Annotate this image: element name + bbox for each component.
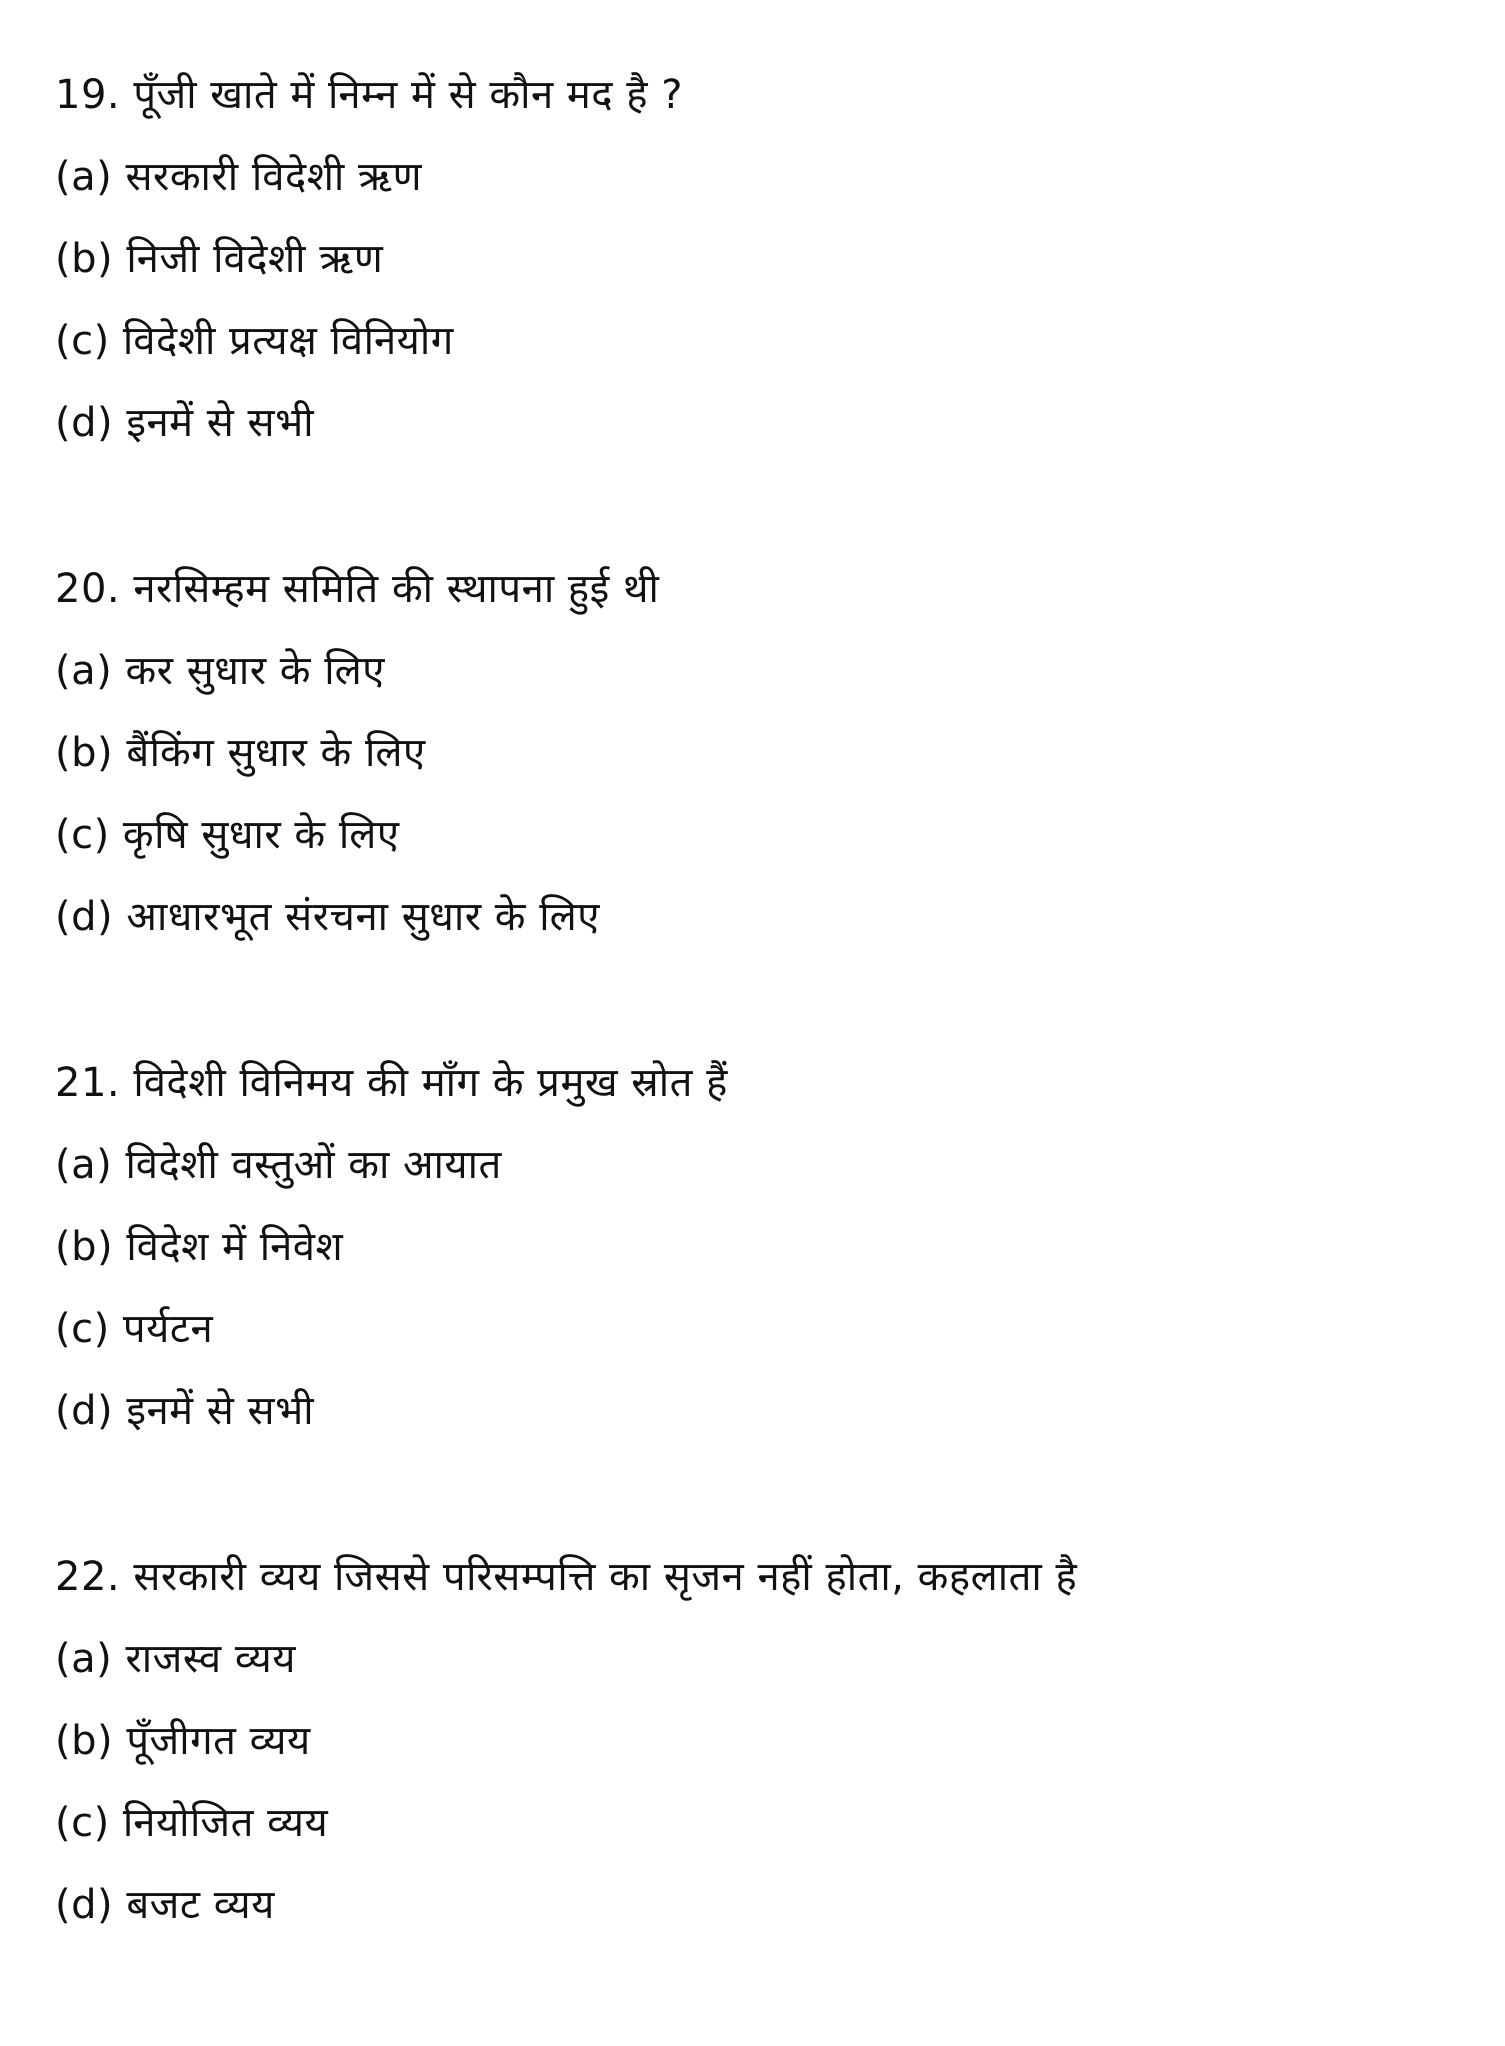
option-a: (a) सरकारी विदेशी ऋण	[55, 154, 423, 200]
question-21	[55, 1058, 1455, 1468]
option-a: (a) विदेशी वस्तुओं का आयात	[55, 1142, 502, 1188]
option-b: (b) विदेश में निवेश	[55, 1224, 344, 1270]
option-d: (d) इनमें से सभी	[55, 400, 315, 446]
option-b: (b) बैंकिंग सुधार के लिए	[55, 730, 426, 776]
question-text: 19. पूँजी खाते में निम्न में से कौन मद है ?	[55, 72, 683, 118]
option-a: (a) राजस्व व्यय	[55, 1636, 296, 1682]
option-b: (b) पूँजीगत व्यय	[55, 1718, 311, 1764]
option-a: (a) कर सुधार के लिए	[55, 648, 385, 694]
option-c: (c) कृषि सुधार के लिए	[55, 812, 400, 858]
question-text: 20. नरसिम्हम समिति की स्थापना हुई थी	[55, 566, 660, 612]
question-page	[55, 70, 1455, 2046]
question-20	[55, 564, 1455, 974]
option-c: (c) पर्यटन	[55, 1306, 214, 1352]
question-text: 21. विदेशी विनिमय की माँग के प्रमुख स्रोत हैं	[55, 1060, 728, 1106]
option-d: (d) आधारभूत संरचना सुधार के लिए	[55, 894, 600, 940]
option-d: (d) इनमें से सभी	[55, 1388, 315, 1434]
question-22	[55, 1552, 1455, 1962]
option-d: (d) बजट व्यय	[55, 1882, 275, 1928]
question-text: 22. सरकारी व्यय जिससे परिसम्पत्ति का सृजन नहीं होता, कहलाता है	[55, 1554, 1078, 1600]
option-b: (b) निजी विदेशी ऋण	[55, 236, 384, 282]
question-19	[55, 70, 1455, 480]
option-c: (c) नियोजित व्यय	[55, 1800, 329, 1846]
option-c: (c) विदेशी प्रत्यक्ष विनियोग	[55, 318, 454, 364]
